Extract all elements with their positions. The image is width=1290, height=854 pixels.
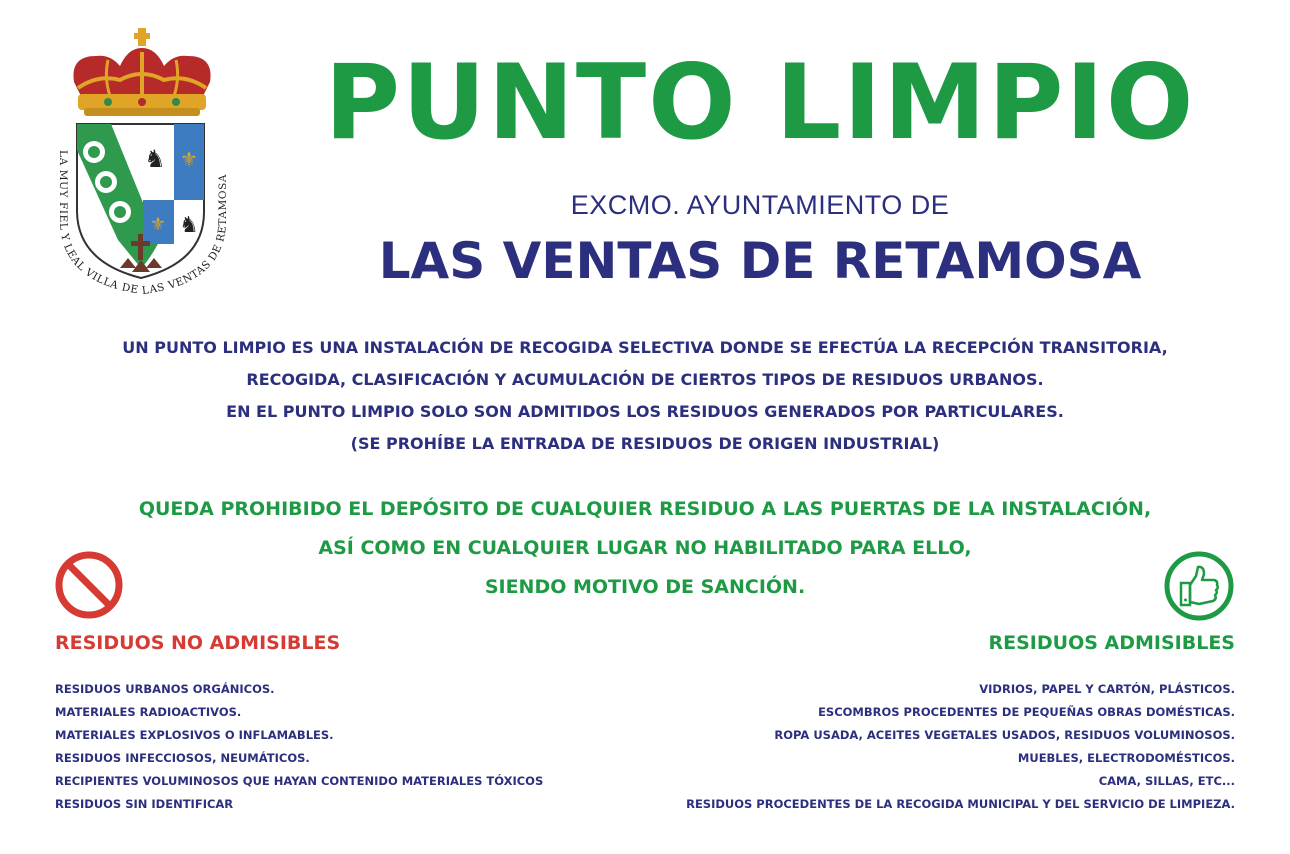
svg-text:⚜: ⚜: [180, 147, 198, 171]
info-line: RECOGIDA, CLASIFICACIÓN Y ACUMULACIÓN DE CIERTOS TIPOS DE RESIDUOS URBANOS.: [246, 370, 1044, 389]
list-item: MATERIALES RADIOACTIVOS.: [55, 705, 242, 719]
info-paragraph: [40, 332, 1250, 460]
list-item: RESIDUOS INFECCIOSOS, NEUMÁTICOS.: [55, 751, 310, 765]
list-item: MUEBLES, ELECTRODOMÉSTICOS.: [1017, 751, 1235, 765]
list-item: RESIDUOS URBANOS ORGÁNICOS.: [55, 682, 275, 696]
warning-line: QUEDA PROHIBIDO EL DEPÓSITO DE CUALQUIER RESIDUO A LAS PUERTAS DE LA INSTALACIÓN,: [138, 498, 1152, 520]
list-item: CAMA, SILLAS, ETC...: [1098, 774, 1235, 788]
town-name: LAS VENTAS DE RETAMOSA: [378, 232, 1142, 290]
info-line: (SE PROHÍBE LA ENTRADA DE RESIDUOS DE ORIGEN INDUSTRIAL): [350, 434, 940, 453]
list-item: MATERIALES EXPLOSIVOS O INFLAMABLES.: [55, 728, 334, 742]
list-item: ESCOMBROS PROCEDENTES DE PEQUEÑAS OBRAS DOMÉSTICAS.: [818, 705, 1235, 719]
thumbs-up-icon: [1163, 550, 1235, 622]
list-item: RECIPIENTES VOLUMINOSOS QUE HAYAN CONTENIDO MATERIALES TÓXICOS: [55, 774, 544, 788]
warning-line: ASÍ COMO EN CUALQUIER LUGAR NO HABILITADO PARA ELLO,: [318, 537, 972, 559]
warning-line: SIENDO MOTIVO DE SANCIÓN.: [484, 576, 806, 598]
svg-text:⚜: ⚜: [149, 214, 167, 235]
prohibited-icon: [54, 550, 124, 620]
crest-motto: LA MUY FIEL Y LEAL VILLA DE LAS VENTAS DE RETAMOSA: [56, 150, 230, 298]
not-admissible-title: RESIDUOS NO ADMISIBLES: [55, 632, 341, 654]
not-admissible-list: [55, 678, 543, 816]
list-item: RESIDUOS PROCEDENTES DE LA RECOGIDA MUNICIPAL Y DEL SERVICIO DE LIMPIEZA.: [686, 797, 1235, 811]
list-item: VIDRIOS, PAPEL Y CARTÓN, PLÁSTICOS.: [979, 682, 1235, 696]
svg-text:♞: ♞: [144, 145, 166, 173]
page-title: PUNTO LIMPIO: [324, 43, 1196, 163]
list-item: RESIDUOS SIN IDENTIFICAR: [55, 797, 234, 811]
info-line: UN PUNTO LIMPIO ES UNA INSTALACIÓN DE RECOGIDA SELECTIVA DONDE SE EFECTÚA LA RECEPCIÓN TRANSITORIA,: [122, 338, 1168, 357]
admissible-title: RESIDUOS ADMISIBLES: [988, 632, 1235, 654]
info-line: EN EL PUNTO LIMPIO SOLO SON ADMITIDOS LOS RESIDUOS GENERADOS POR PARTICULARES.: [226, 402, 1064, 421]
svg-text:♞: ♞: [179, 213, 199, 238]
page-subtitle: EXCMO. AYUNTAMIENTO DE: [570, 190, 950, 220]
list-item: ROPA USADA, ACEITES VEGETALES USADOS, RESIDUOS VOLUMINOSOS.: [774, 728, 1235, 742]
admissible-list: [686, 678, 1235, 816]
coat-of-arms-logo: [48, 22, 238, 307]
warning-paragraph: [40, 490, 1250, 607]
